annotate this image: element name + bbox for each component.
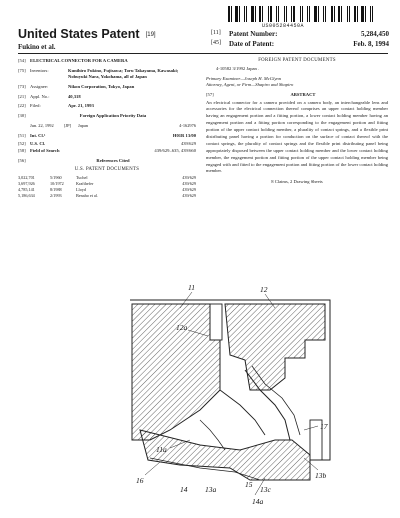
field-title — [18, 58, 196, 65]
foreign-priority-row — [18, 123, 196, 129]
body-slot — [210, 304, 222, 340]
reference-num: 5,186,634 — [18, 192, 35, 198]
barcode-bar — [302, 6, 303, 22]
barcode-bar — [291, 6, 292, 22]
field-foreign-priority — [18, 113, 196, 120]
barcode-bar — [361, 6, 364, 22]
field-code: [22] — [18, 103, 26, 109]
barcode-bar — [323, 6, 324, 22]
label-11a: 11a — [156, 445, 167, 454]
header-inventor: Fukino et al. — [18, 43, 56, 51]
field-assignee — [18, 84, 196, 91]
assignee-value: Nikon Corporation, Tokyo, Japan — [68, 83, 135, 89]
barcode-bar — [354, 6, 356, 22]
patent-number-label: Patent Number: — [229, 30, 278, 38]
filed-value: Apr. 21, 1993 — [68, 103, 94, 109]
reference-cls: 439/629 — [182, 186, 196, 192]
field-code: [54] — [18, 58, 26, 63]
field-us-cl — [18, 141, 196, 148]
label-11: 11 — [188, 283, 195, 292]
invention-title: ELECTRICAL CONNECTOR FOR A CAMERA — [30, 58, 128, 63]
barcode-bar — [357, 6, 358, 22]
field-label: U.S. Cl. — [30, 140, 46, 146]
barcode-bar — [259, 6, 261, 22]
barcode-bar — [367, 6, 369, 22]
field-label: Appl. No.: — [30, 93, 50, 99]
barcode-bar — [372, 6, 373, 22]
patent-number-row — [211, 30, 389, 38]
barcode-bar — [280, 6, 283, 22]
priority-code: [JP] — [64, 122, 72, 128]
barcode-bar — [244, 6, 245, 22]
label-13b: 13b — [315, 471, 327, 480]
barcode-bar — [341, 6, 342, 22]
bibliographic-column — [18, 58, 196, 199]
field-references — [18, 158, 196, 165]
barcode-bar — [370, 6, 371, 22]
field-label: Field of Search — [30, 148, 60, 154]
field-code: [51] — [18, 132, 26, 138]
leader-line — [145, 462, 160, 475]
right-block-hatch — [225, 304, 325, 390]
barcode-bar — [296, 6, 299, 22]
abstract-heading — [206, 92, 388, 99]
attorney: Attorney, Agent, or Firm—Shapiro and Shapiro — [206, 82, 294, 88]
foreign-docs-title: FOREIGN PATENT DOCUMENTS — [258, 58, 336, 63]
references-title: References Cited — [96, 157, 130, 163]
foreign-priority-title: Foreign Application Priority Data — [79, 112, 147, 118]
barcode-bar — [257, 6, 258, 22]
foreign-docs-row: 4-10582 3/1992 Japan . — [216, 65, 260, 71]
barcode-number: US005284450A — [262, 23, 305, 29]
barcode-bar — [314, 6, 317, 22]
field-code: [52] — [18, 140, 26, 146]
field-inventors — [18, 68, 196, 81]
int-cl-value: H01R 13/00 — [172, 132, 196, 138]
references-subtitle: U.S. PATENT DOCUMENTS — [74, 166, 140, 172]
barcode-bar — [231, 6, 232, 22]
label-12: 12 — [260, 285, 268, 294]
search-value: 439/629–635, 439/660 — [154, 148, 196, 154]
references-list — [18, 175, 196, 199]
barcode-bar — [270, 6, 272, 22]
barcode-bar — [351, 6, 353, 22]
barcode-bar — [327, 6, 330, 22]
us-cl-value: 439/629 — [180, 140, 196, 146]
patent-figure — [60, 280, 360, 508]
barcode-bar — [268, 6, 269, 22]
barcode-bar — [276, 6, 277, 22]
field-code: [58] — [18, 148, 26, 154]
field-code: [56] — [18, 157, 26, 163]
barcode-bar — [320, 6, 322, 22]
barcode-bar — [262, 6, 263, 22]
barcode-bar — [343, 6, 346, 22]
barcode-bar — [307, 6, 308, 22]
reference-name: Benaho et al. — [76, 192, 98, 198]
abstract-title: ABSTRACT — [290, 91, 316, 97]
header-right — [211, 30, 389, 50]
field-label: Filed: — [30, 103, 41, 109]
header-left — [18, 27, 156, 51]
leader-line — [304, 426, 318, 430]
reference-name: Lloyd — [76, 186, 87, 192]
barcode — [228, 6, 384, 22]
reference-num: 4,785,141 — [18, 186, 35, 192]
barcode-bar — [246, 6, 247, 22]
barcode-bar — [293, 6, 295, 22]
patent-date-row — [211, 40, 389, 48]
reference-num: 3,697,926 — [18, 180, 35, 186]
barcode-bar — [336, 6, 337, 22]
barcode-bar — [248, 6, 250, 22]
barcode-bar — [255, 6, 256, 22]
barcode-bar — [239, 6, 240, 22]
barcode-bar — [318, 6, 319, 22]
label-14a: 14a — [252, 497, 264, 506]
label-17: 17 — [320, 422, 328, 431]
patent-number-code: [11] — [211, 30, 221, 36]
field-code: [73] — [18, 83, 26, 89]
label-16: 16 — [136, 476, 144, 485]
field-search — [18, 148, 196, 155]
label-14: 14 — [180, 485, 188, 494]
figure-shapes — [130, 292, 330, 495]
field-appl-no — [18, 94, 196, 101]
patent-number-value: 5,284,450 — [361, 30, 389, 38]
reference-date: 8/1988 — [50, 186, 62, 192]
barcode-bar — [311, 6, 313, 22]
barcode-bar — [233, 6, 234, 22]
field-label: Assignee: — [30, 83, 49, 89]
abstract-column — [206, 58, 388, 186]
lower-holder-hatch — [140, 430, 310, 480]
barcode-bar — [331, 6, 333, 22]
appl-no-value: 40,318 — [68, 93, 81, 99]
field-code: [21] — [18, 93, 26, 99]
barcode-bar — [288, 6, 290, 22]
barcode-bar — [251, 6, 254, 22]
priority-country: Japan — [78, 122, 88, 128]
primary-examiner: Primary Examiner—Joseph H. McGlynn — [206, 75, 282, 81]
barcode-bar — [264, 6, 267, 22]
field-label: Int. Cl.⁵ — [30, 132, 46, 138]
label-13c: 13c — [260, 485, 271, 494]
priority-number: 4-162976 — [179, 122, 196, 128]
barcode-bar — [284, 6, 285, 22]
field-code: [57] — [206, 91, 214, 97]
field-label: Inventors: — [30, 67, 49, 73]
reference-cls: 439/629 — [182, 192, 196, 198]
reference-cls: 439/629 — [182, 174, 196, 180]
label-13a: 13a — [205, 485, 217, 494]
claims-line: 8 Claims, 2 Drawing Sheets — [271, 179, 323, 185]
field-int-cl — [18, 133, 196, 140]
barcode-bar — [278, 6, 279, 22]
barcode-bar — [334, 6, 335, 22]
barcode-bar — [304, 6, 306, 22]
reference-cls: 439/629 — [182, 180, 196, 186]
barcode-bar — [228, 6, 230, 22]
reference-date: 2/1993 — [50, 192, 62, 198]
barcode-bar — [241, 6, 243, 22]
barcode-bar — [286, 6, 287, 22]
barcode-bar — [347, 6, 348, 22]
barcode-bar — [338, 6, 340, 22]
barcode-bar — [309, 6, 310, 22]
field-filed — [18, 103, 196, 110]
reference-name: Krafthefer — [76, 180, 94, 186]
barcode-bar — [365, 6, 366, 22]
reference-date: 10/1972 — [50, 180, 64, 186]
inventors-value: Kunihiro Fukino, Fujisawa; Toru Takayama, Kawasaki; Nobuyuki Nara, Yokohama, all of Japan — [68, 67, 179, 80]
barcode-bar — [349, 6, 350, 22]
barcode-bar — [359, 6, 360, 22]
header-title-text: United States Patent — [18, 27, 140, 41]
patent-date-value: Feb. 8, 1994 — [353, 40, 389, 48]
reference-date: 5/1960 — [50, 174, 62, 180]
barcode-bar — [273, 6, 275, 22]
label-15: 15 — [245, 480, 253, 489]
patent-date-label: Date of Patent: — [229, 40, 275, 48]
reference-name: Tuchel — [76, 174, 88, 180]
barcode-bar — [325, 6, 326, 22]
barcode-bar — [300, 6, 301, 22]
reference-num: 3,022,701 — [18, 174, 35, 180]
header-title — [18, 27, 156, 41]
header-divider — [18, 53, 388, 54]
label-12a: 12a — [176, 323, 188, 332]
header-title-code: [19] — [145, 31, 156, 38]
field-code: [75] — [18, 67, 26, 73]
contact-spring-c — [220, 390, 265, 435]
barcode-bar — [235, 6, 238, 22]
field-code: [30] — [18, 112, 26, 118]
patent-date-code: [45] — [211, 40, 221, 46]
reference-row — [18, 193, 196, 199]
priority-date: Jun. 22, 1992 — [30, 122, 54, 128]
abstract-text: An electrical connector for a camera provided on a camera body, an interchangeable lens and accessories for the electrical connection thereof comprises an upper contact holding member having an engagement portion and a fitting portion, a lower contact holding member having an engagement portion and a fitting portion corresponding to the engagement portion and fitting portion of the upper contact holding member, a plurality of contact springs, and a flexible print distributing panel having a portion for conduction on the surface of contact thereof with the contact springs, the plurality of contact springs and the flexible print distributing panel being appropriately disposed between the upper contact holding member and the lower contact holding member, the engagement portion and fitting portion of the upper contact holding member being engaged with and fitted to the engagement portion and fitting portion of the lower contact holding member. — [206, 99, 388, 174]
